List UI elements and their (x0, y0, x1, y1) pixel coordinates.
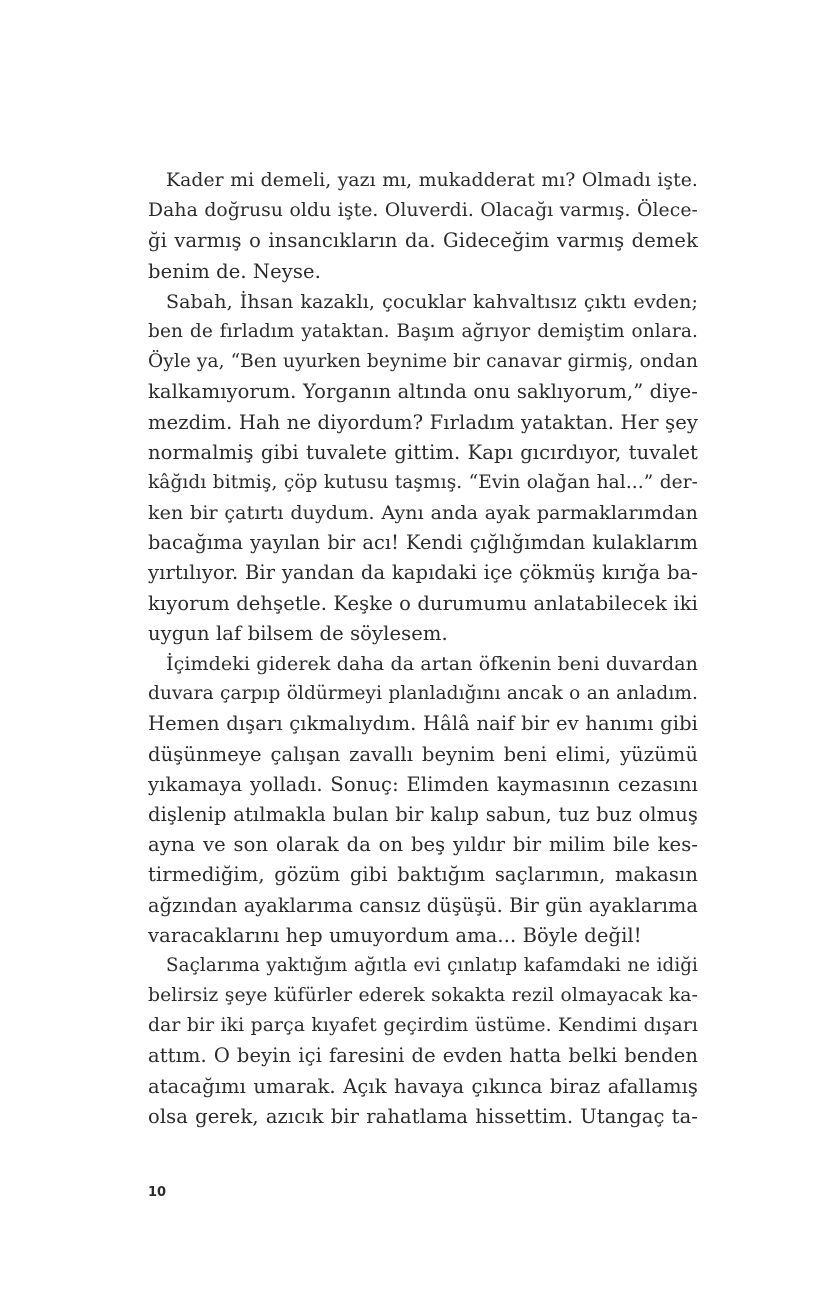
paragraph-2-line-11: kıyorum dehşetle. Keşke o durumumu anlatabilecek iki (148, 591, 698, 615)
paragraph-3-line-2: duvara çarpıp öldürmeyi planladığını ancak o an anladım. (148, 683, 698, 705)
paragraph-1-line-1: Kader mi demeli, yazı mı, mukadderat mı? Olmadı işte. (166, 170, 698, 191)
paragraph-3-line-8: tirmediğim, gözüm gibi baktığım saçlarımın, makasın (148, 863, 698, 887)
paragraph-3-line-10: varacaklarını hep umuyordum ama... Böyle değil! (148, 923, 642, 947)
paragraph-2-line-10: yırtılıyor. Bir yandan da kapıdaki içe çökmüş kırığa ba- (148, 561, 698, 585)
paragraph-4-line-5: atacağımı umarak. Açık havaya çıkınca biraz afallamış (148, 1074, 698, 1098)
body-text (148, 166, 698, 1132)
paragraph-4-line-3: dar bir iki parça kıyafet geçirdim üstüme. Kendimi dışarı (148, 1015, 698, 1037)
paragraph-2-line-8: ken bir çatırtı duydum. Aynı anda ayak parmaklarımdan (148, 502, 698, 525)
paragraph-3-line-4: düşünmeye çalışan zavallı beynim beni elimi, yüzümü (148, 742, 698, 766)
paragraph-3-line-1: İçimdeki giderek daha da artan öfkenin beni duvardan (166, 653, 698, 675)
paragraph-2-line-5: mezdim. Hah ne diyordum? Fırladım yataktan. Her şey (148, 410, 698, 434)
paragraph-2-line-9: bacağıma yayılan bir acı! Kendi çığlığımdan kulaklarım (148, 531, 698, 555)
paragraph-3-line-3: Hemen dışarı çıkmalıydım. Hâlâ naif bir ev hanımı gibi (148, 712, 698, 736)
page-number: 10 (148, 1185, 167, 1200)
paragraph-3-line-7: ayna ve son olarak da on beş yıldır bir milim bile kes- (148, 833, 698, 857)
paragraph-2-line-2: ben de fırladım yataktan. Başım ağrıyor demiştim onlara. (148, 320, 698, 342)
paragraph-2-line-4: kalkamıyorum. Yorganın altında onu saklıyorum,” diye- (148, 380, 698, 404)
paragraph-3-line-9: ağzından ayaklarıma cansız düşüşü. Bir gün ayaklarıma (148, 893, 698, 917)
paragraph-4-line-1: Saçlarıma yaktığım ağıtla evi çınlatıp kafamdaki ne idiği (166, 954, 698, 976)
paragraph-2-line-6: normalmiş gibi tuvalete gittim. Kapı gıcırdıyor, tuvalet (148, 440, 698, 464)
paragraph-2-line-7: kâğıdı bitmiş, çöp kutusu taşmış. “Evin olağan hal...” der- (148, 471, 698, 493)
paragraph-1-line-2: Daha doğrusu oldu işte. Oluverdi. Olacağı varmış. Ölece- (148, 200, 698, 222)
paragraph-2-line-3: Öyle ya, “Ben uyurken beynime bir canavar girmiş, ondan (148, 351, 698, 373)
paragraph-3-line-6: dişlenip atılmakla bulan bir kalıp sabun, tuz buz olmuş (148, 802, 698, 826)
paragraph-3-line-5: yıkamaya yolladı. Sonuç: Elimden kaymasının cezasını (148, 772, 698, 796)
paragraph-4-line-4: attım. O beyin içi faresini de evden hatta belki benden (148, 1044, 698, 1068)
paragraph-4-line-2: belirsiz şeye küfürler ederek sokakta rezil olmayacak ka- (148, 985, 698, 1007)
paragraph-1-line-4: benim de. Neyse. (148, 259, 321, 283)
paragraph-1-line-3: ği varmış o insancıkların da. Gideceğim varmış demek (148, 229, 698, 253)
paragraph-2-line-12: uygun laf bilsem de söylesem. (148, 621, 448, 645)
paragraph-4-line-6: olsa gerek, azıcık bir rahatlama hissettim. Utangaç ta- (148, 1104, 698, 1128)
paragraph-2-line-1: Sabah, İhsan kazaklı, çocuklar kahvaltısız çıktı evden; (166, 290, 698, 313)
